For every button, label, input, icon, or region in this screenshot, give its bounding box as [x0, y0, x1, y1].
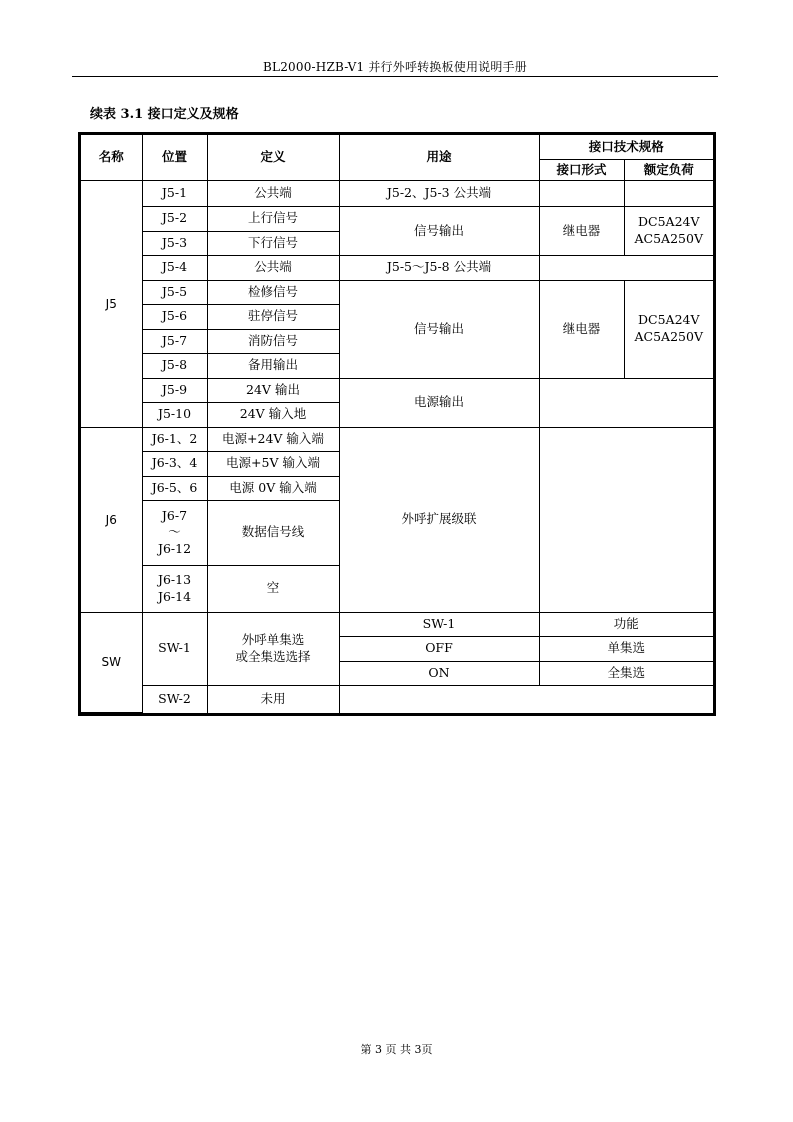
cell-usage: 外呼扩展级联 — [339, 427, 539, 612]
table-row — [81, 378, 713, 403]
cell-interface-form-empty — [539, 181, 624, 207]
cell-position: J6-5、6 — [142, 476, 207, 501]
position-line-1: J6-13 — [157, 571, 192, 587]
cell-function: 全集选 — [539, 661, 713, 686]
header-rule — [72, 76, 718, 77]
cell-usage: 电源输出 — [339, 378, 539, 427]
table-header-row — [81, 135, 713, 160]
col-header-position: 位置 — [142, 135, 207, 181]
cell-position: J5-7 — [142, 329, 207, 354]
cell-spec-empty — [539, 427, 713, 612]
cell-definition: 24V 输入地 — [207, 403, 339, 428]
cell-rated-load — [624, 207, 713, 256]
cell-definition — [207, 612, 339, 686]
group-name-j6: J6 — [81, 427, 142, 612]
col-header-interface-form: 接口形式 — [539, 160, 624, 181]
page-footer: 第 3 页 共 3页 — [360, 1043, 433, 1056]
cell-definition: 空 — [207, 565, 339, 612]
cell-definition: 消防信号 — [207, 329, 339, 354]
cell-definition: 电源+24V 输入端 — [207, 427, 339, 452]
cell-definition: 未用 — [207, 686, 339, 713]
cell-definition: 公共端 — [207, 256, 339, 281]
cell-position: J5-9 — [142, 378, 207, 403]
interface-spec-table — [81, 135, 713, 713]
cell-interface-form: 继电器 — [539, 280, 624, 378]
cell-position: J6-1、2 — [142, 427, 207, 452]
cell-position: J5-6 — [142, 305, 207, 330]
cell-switch-state: ON — [339, 661, 539, 686]
cell-position: SW-1 — [142, 612, 207, 686]
cell-position: J5-10 — [142, 403, 207, 428]
cell-rated-load-empty — [624, 181, 713, 207]
cell-position: J5-1 — [142, 181, 207, 207]
cell-position: J5-8 — [142, 354, 207, 379]
cell-definition: 备用输出 — [207, 354, 339, 379]
cell-rated-load — [624, 280, 713, 378]
cell-switch-header: SW-1 — [339, 612, 539, 637]
cell-definition: 电源+5V 输入端 — [207, 452, 339, 477]
table-caption: 续表 3.1 接口定义及规格 — [90, 107, 239, 122]
cell-position: J5-2 — [142, 207, 207, 232]
col-header-usage: 用途 — [339, 135, 539, 181]
cell-position — [142, 565, 207, 612]
cell-definition: 24V 输出 — [207, 378, 339, 403]
cell-usage: J5-5～J5-8 公共端 — [339, 256, 539, 281]
page-header-title: BL2000-HZB-V1 并行外呼转换板使用说明手册 — [263, 60, 527, 74]
col-header-rated-load: 额定负荷 — [624, 160, 713, 181]
cell-definition: 电源 0V 输入端 — [207, 476, 339, 501]
position-range-tilde: ～ — [168, 524, 181, 540]
rated-load-dc: DC5A24V — [638, 214, 700, 230]
position-range-end: J6-12 — [157, 541, 192, 557]
position-line-2: J6-14 — [157, 588, 192, 604]
definition-line-1: 外呼单集选 — [241, 632, 305, 647]
table-row — [81, 181, 713, 207]
cell-definition: 驻停信号 — [207, 305, 339, 330]
group-name-sw: SW — [81, 612, 142, 712]
cell-usage: 信号输出 — [339, 280, 539, 378]
table-row — [81, 256, 713, 281]
cell-position: J5-4 — [142, 256, 207, 281]
group-name-j5: J5 — [81, 181, 142, 427]
col-header-definition: 定义 — [207, 135, 339, 181]
cell-definition: 检修信号 — [207, 280, 339, 305]
cell-definition: 下行信号 — [207, 231, 339, 256]
position-range-start: J6-7 — [161, 507, 188, 523]
definition-line-2: 或全集选选择 — [235, 648, 311, 664]
cell-usage: 信号输出 — [339, 207, 539, 256]
cell-spec-empty — [539, 256, 713, 281]
cell-position: J5-5 — [142, 280, 207, 305]
rated-load-dc: DC5A24V — [638, 312, 700, 328]
cell-interface-form: 继电器 — [539, 207, 624, 256]
cell-position: SW-2 — [142, 686, 207, 713]
cell-position — [142, 501, 207, 565]
cell-function: 单集选 — [539, 637, 713, 662]
table-row — [81, 612, 713, 637]
col-header-name: 名称 — [81, 135, 142, 181]
cell-spec-empty — [539, 378, 713, 427]
cell-position: J5-3 — [142, 231, 207, 256]
cell-switch-state: OFF — [339, 637, 539, 662]
cell-usage-empty — [339, 686, 713, 713]
cell-position: J6-3、4 — [142, 452, 207, 477]
table-row — [81, 207, 713, 232]
table-row — [81, 686, 713, 713]
table-row — [81, 427, 713, 452]
cell-function-header: 功能 — [539, 612, 713, 637]
col-header-spec-group: 接口技术规格 — [539, 135, 713, 160]
table-row — [81, 280, 713, 305]
rated-load-ac: AC5A250V — [634, 231, 703, 247]
cell-definition: 上行信号 — [207, 207, 339, 232]
rated-load-ac: AC5A250V — [634, 329, 703, 345]
cell-usage: J5-2、J5-3 公共端 — [339, 181, 539, 207]
cell-definition: 数据信号线 — [207, 501, 339, 565]
cell-definition: 公共端 — [207, 181, 339, 207]
